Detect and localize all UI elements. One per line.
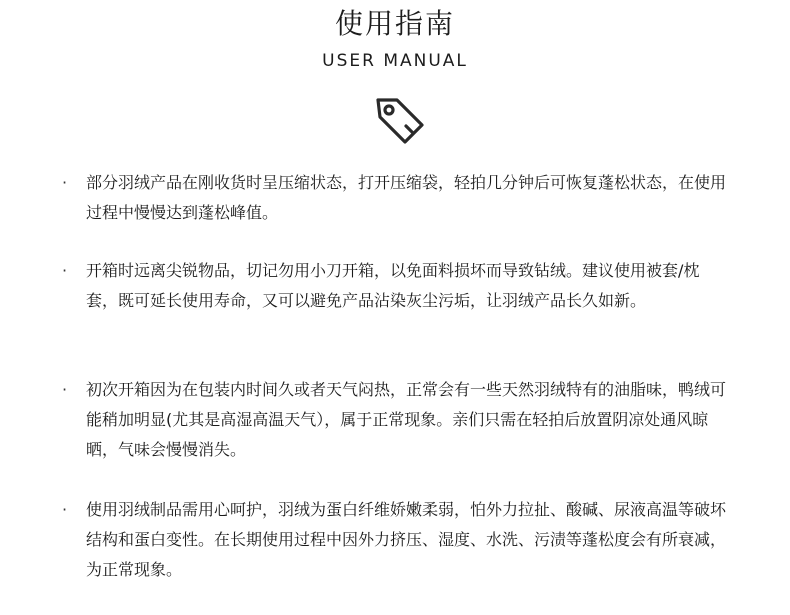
bullet-dot: ·: [62, 380, 68, 399]
page-subtitle: USER MANUAL: [322, 51, 468, 71]
bullet-dot: ·: [62, 173, 68, 192]
page-title: 使用指南: [334, 7, 455, 40]
list-item-text: 开箱时远离尖锐物品，切记勿用小刀开箱，以免面料损坏而导致钻绒。建议使用被套/枕套，既可延长使用寿命，又可以避免产品沾染灰尘污垢，让羽绒产品长久如新。: [86, 261, 700, 310]
price-tag-icon: [370, 90, 430, 150]
list-item-text: 部分羽绒产品在刚收货时呈压缩状态，打开压缩袋，轻拍几分钟后可恢复蓬松状态，在使用过程中慢慢达到蓬松峰值。: [86, 173, 727, 222]
list-item-text: 初次开箱因为在包装内时间久或者天气闷热，正常会有一些天然羽绒特有的油脂味，鸭绒可能稍加明显(尤其是高湿高温天气），属于正常现象。亲们只需在轻拍后放置阴凉处通风晾晒，气味会慢慢消失。: [86, 380, 727, 459]
bullet-dot: ·: [62, 500, 68, 519]
bullet-dot: ·: [62, 261, 68, 280]
list-item-text: 使用羽绒制品需用心呵护，羽绒为蛋白纤维娇嫩柔弱，怕外力拉扯、酸碱、尿液高温等破坏结构和蛋白变性。在长期使用过程中因外力挤压、湿度、水洗、污渍等蓬松度会有所衰减，为正常现象。: [86, 500, 727, 579]
